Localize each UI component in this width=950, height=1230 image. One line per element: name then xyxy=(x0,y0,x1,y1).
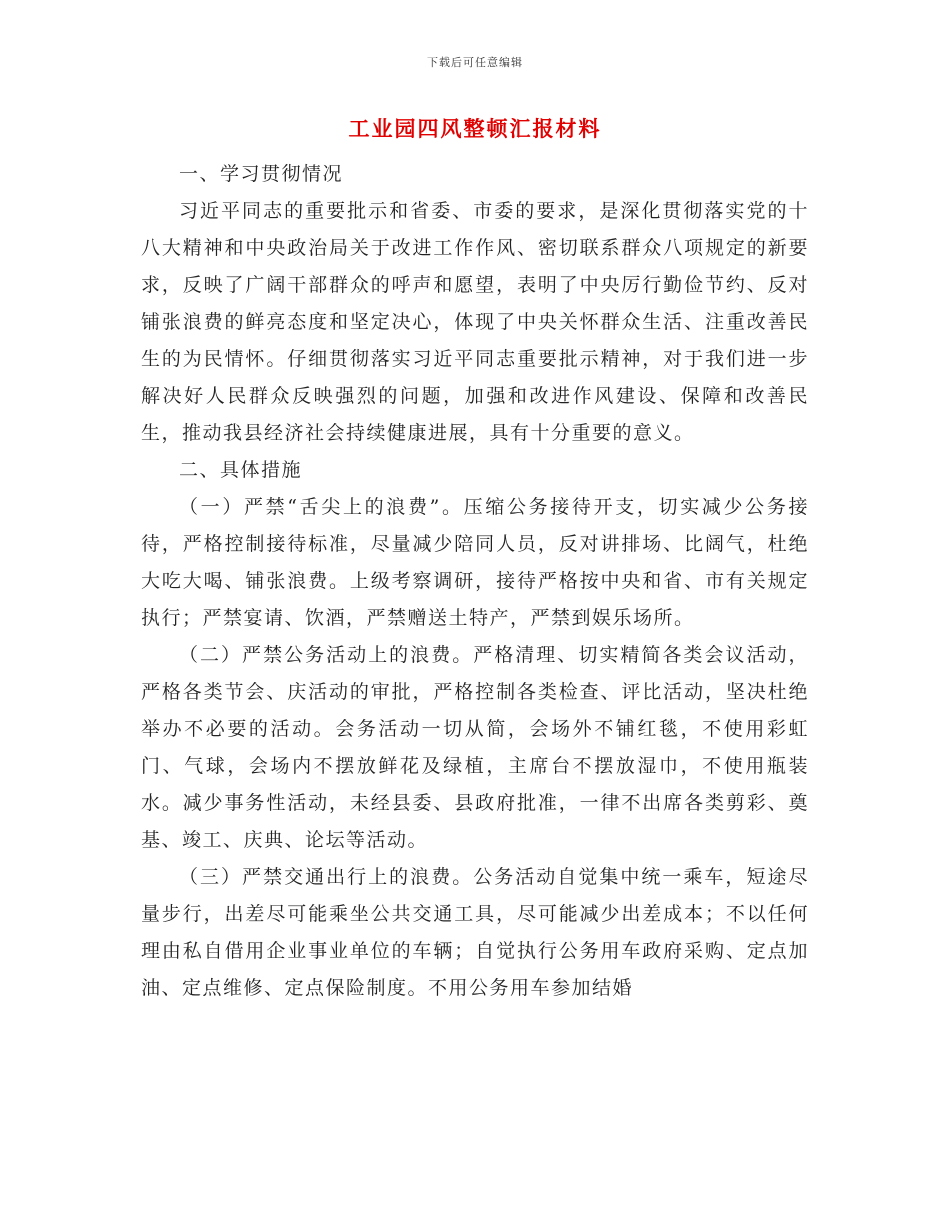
section-heading-study: 一、学习贯彻情况 xyxy=(179,163,344,185)
paragraph-measure-3: （三）严禁交通出行上的浪费。公务活动自觉集中统一乘车，短途尽量步行，出差尽可能乘坐公共交通工具，尽可能减少出差成本；不以任何理由私自借用企业事业单位的车辆；自觉执行公务用车政府采购、定点加油、定点维修、定点保险制度。不用公务用车参加结婚 xyxy=(141,866,809,999)
header-note: 下载后可任意编辑 xyxy=(427,56,523,69)
section-heading-measures: 二、具体措施 xyxy=(179,459,303,481)
document-title: 工业园四风整顿汇报材料 xyxy=(348,117,602,141)
document-body xyxy=(141,156,809,1007)
paragraph-measure-1: （一）严禁“舌尖上的浪费”。压缩公务接待开支，切实减少公务接待，严格控制接待标准，尽量减少陪同人员，反对讲排场、比阔气，杜绝大吃大喝、铺张浪费。上级考察调研，接待严格按中央和省、市有关规定执行；严禁宴请、饮酒，严禁赠送土特产，严禁到娱乐场所。 xyxy=(141,496,809,629)
paragraph-measure-2: （二）严禁公务活动上的浪费。严格清理、切实精简各类会议活动，严格各类节会、庆活动的审批，严格控制各类检查、评比活动，坚决杜绝举办不必要的活动。会务活动一切从简，会场外不铺红毯，不使用彩虹门、气球，会场内不摆放鲜花及绿植，主席台不摆放湿巾，不使用瓶装水。减少事务性活动，未经县委、县政府批准，一律不出席各类剪彩、奠基、竣工、庆典、论坛等活动。 xyxy=(141,644,809,851)
paragraph-study: 习近平同志的重要批示和省委、市委的要求，是深化贯彻落实党的十八大精神和中央政治局关于改进工作作风、密切联系群众八项规定的新要求，反映了广阔干部群众的呼声和愿望，表明了中央厉行勤俭节约、反对铺张浪费的鲜亮态度和坚定决心，体现了中央关怀群众生活、注重改善民生的为民情怀。仔细贯彻落实习近平同志重要批示精神，对于我们进一步解决好人民群众反映强烈的问题，加强和改进作风建设、保障和改善民生，推动我县经济社会持续健康进展，具有十分重要的意义。 xyxy=(141,200,809,444)
